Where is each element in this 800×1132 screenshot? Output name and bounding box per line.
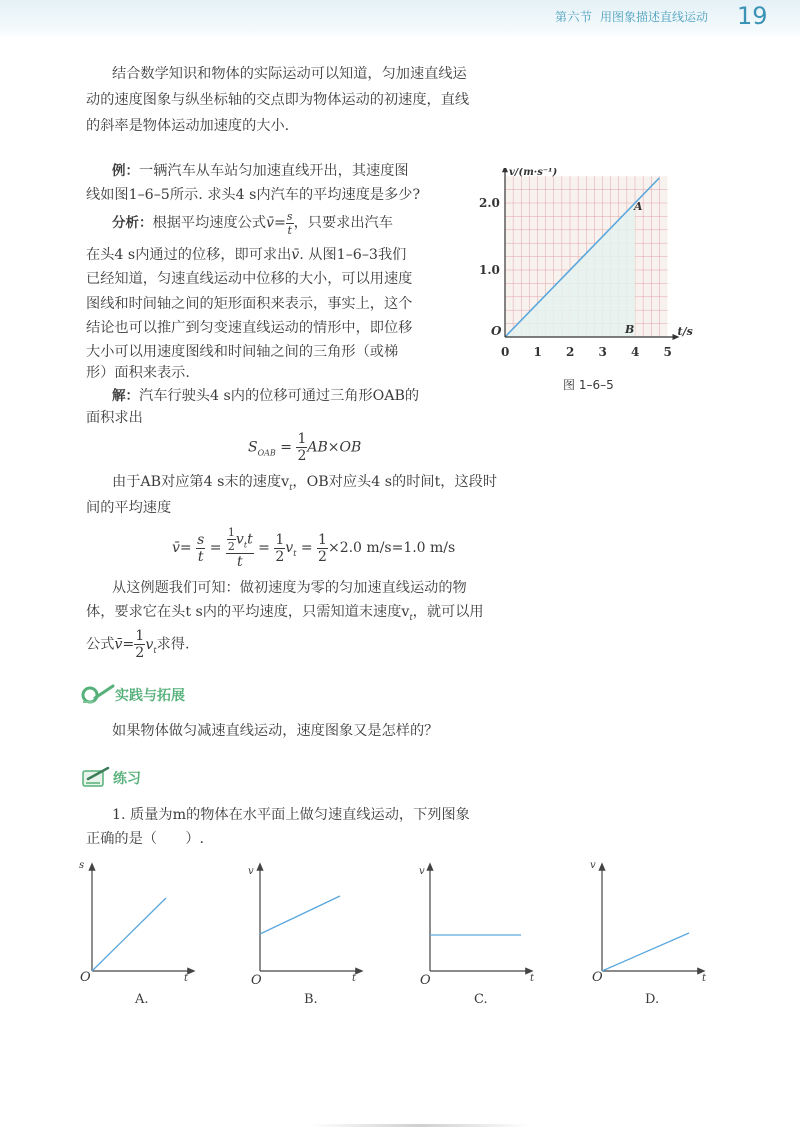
solution-line-1: 解：汽车行驶头4 s内的位移可通过三角形OAB的 xyxy=(112,388,420,404)
option-d-label: D. xyxy=(645,992,660,1007)
option-d-yaxis: v xyxy=(590,860,596,871)
figure-caption: 图 1–6–5 xyxy=(563,378,614,392)
solution-line-6: 体，要求它在头t s内的平均速度，只需知道末速度$v_t$，就可以用 xyxy=(86,604,484,622)
formula-area: $S_{OAB}$ = $\frac{1}{2}$ AB×OB xyxy=(248,431,362,464)
x-tick-label: 5 xyxy=(663,345,672,359)
analysis-line-1: 分析：根据平均速度公式v̄= $\frac{s}{t}$ ，只要求出汽车 xyxy=(112,209,393,237)
analysis-line-5: 结论也可以推广到匀变速直线运动的情形中，即位移 xyxy=(86,320,413,336)
option-b-yaxis: v xyxy=(248,866,254,877)
header-title: 用图象描述直线运动 xyxy=(600,10,709,24)
solution-label: 解： xyxy=(112,388,139,404)
y-tick-label: 1.0 xyxy=(479,263,500,277)
option-c-yaxis: v xyxy=(419,866,425,877)
solution-line-3: 由于AB对应第4 s末的速度$v_t$，OB对应头4 s的时间t，这段时 xyxy=(112,474,498,492)
option-c-graph xyxy=(430,866,530,971)
x-tick-label: 0 xyxy=(501,345,510,359)
analysis-line-7: 形）面积来表示. xyxy=(86,365,190,381)
exercise-q1-line-2: 正确的是（ ）. xyxy=(86,831,205,847)
solution-line-5: 从这例题我们可知：做初速度为零的匀加速直线运动的物 xyxy=(112,580,467,596)
analysis-line-6: 大小可以用速度图线和时间轴之间的三角形（或梯 xyxy=(86,344,399,360)
analysis-line-3: 已经知道，匀速直线运动中位移的大小，可以用速度 xyxy=(86,271,413,287)
option-a-origin: O xyxy=(80,970,91,985)
analysis-label: 分析： xyxy=(112,215,153,231)
option-b-origin: O xyxy=(251,973,262,988)
practice-heading: 实践与拓展 xyxy=(115,688,185,704)
header-section: 第六节 xyxy=(555,10,593,24)
point-a-label: A xyxy=(634,200,643,213)
x-tick-label: 2 xyxy=(566,345,575,359)
practice-question: 如果物体做匀减速直线运动，速度图象又是怎样的？ xyxy=(112,723,439,739)
y-axis-arrow xyxy=(502,168,508,172)
bottom-divider xyxy=(310,1124,530,1127)
y-tick-label: 2.0 xyxy=(479,196,500,210)
x-axis-label: t/s xyxy=(677,325,693,338)
option-d-origin: O xyxy=(592,970,603,985)
x-tick-label: 1 xyxy=(533,345,542,359)
x-tick-label: 3 xyxy=(598,345,607,359)
option-d-graph xyxy=(602,866,702,971)
option-a-xaxis: t xyxy=(184,973,189,984)
solution-line-4: 间的平均速度 xyxy=(86,500,172,516)
y-axis-label: v/(m·s⁻¹) xyxy=(509,168,558,179)
example-line-1: 例：一辆汽车从车站匀加速直线开出，其速度图 xyxy=(112,163,409,179)
exercise-q1-line-1: 1. 质量为m的物体在水平面上做匀速直线运动，下列图象 xyxy=(112,807,470,823)
intro-line-3: 的斜率是物体运动加速度的大小. xyxy=(86,118,290,134)
intro-line-1: 结合数学知识和物体的实际运动可以知道，匀加速直线运 xyxy=(112,66,467,82)
velocity-time-chart xyxy=(478,168,703,373)
option-b-graph xyxy=(260,866,360,971)
solution-line-2: 面积求出 xyxy=(86,410,143,426)
analysis-line-4: 图线和时间轴之间的矩形面积来表示，事实上，这个 xyxy=(86,296,413,312)
option-c-xaxis: t xyxy=(530,973,535,984)
option-a-line xyxy=(92,898,166,971)
example-label: 例： xyxy=(112,163,139,179)
option-b-label: B. xyxy=(304,992,318,1007)
exercise-heading: 练习 xyxy=(113,771,141,787)
example-line-2: 线如图1–6–5所示. 求头4 s内汽车的平均速度是多少? xyxy=(86,187,421,203)
x-tick-label: 4 xyxy=(631,345,640,359)
option-a-yaxis: s xyxy=(79,860,85,871)
analysis-line-2: 在头4 s内通过的位移，即可求出v̄. 从图1–6–3我们 xyxy=(86,247,407,263)
option-c-origin: O xyxy=(420,973,431,988)
origin-label: O xyxy=(491,324,502,338)
point-b-label: B xyxy=(625,323,635,336)
option-b-xaxis: t xyxy=(352,973,357,984)
option-d-line xyxy=(602,933,689,971)
practice-icon xyxy=(80,683,116,707)
exercise-icon xyxy=(80,765,112,789)
option-c-label: C. xyxy=(474,992,488,1007)
solution-line-7: 公式v̄= $\frac{1}{2}$ $v_t$求得. xyxy=(86,628,190,662)
formula-average-velocity: v̄= $\frac{s}{t}$ = $\frac{1}{2}$ $v_tt$ t = $\frac{1}{2}$ $v_t$ = $\frac{1}{2}$ ×2.0 m/s=1.0 m/s xyxy=(172,526,456,570)
option-b-line xyxy=(260,896,340,934)
intro-line-2: 动的速度图象与纵坐标轴的交点即为物体运动的初速度，直线 xyxy=(86,92,470,108)
option-a-label: A. xyxy=(135,992,149,1007)
option-graphs xyxy=(78,858,718,1008)
page-number: 19 xyxy=(737,2,768,30)
option-d-xaxis: t xyxy=(702,973,707,984)
option-a-graph xyxy=(92,866,192,971)
